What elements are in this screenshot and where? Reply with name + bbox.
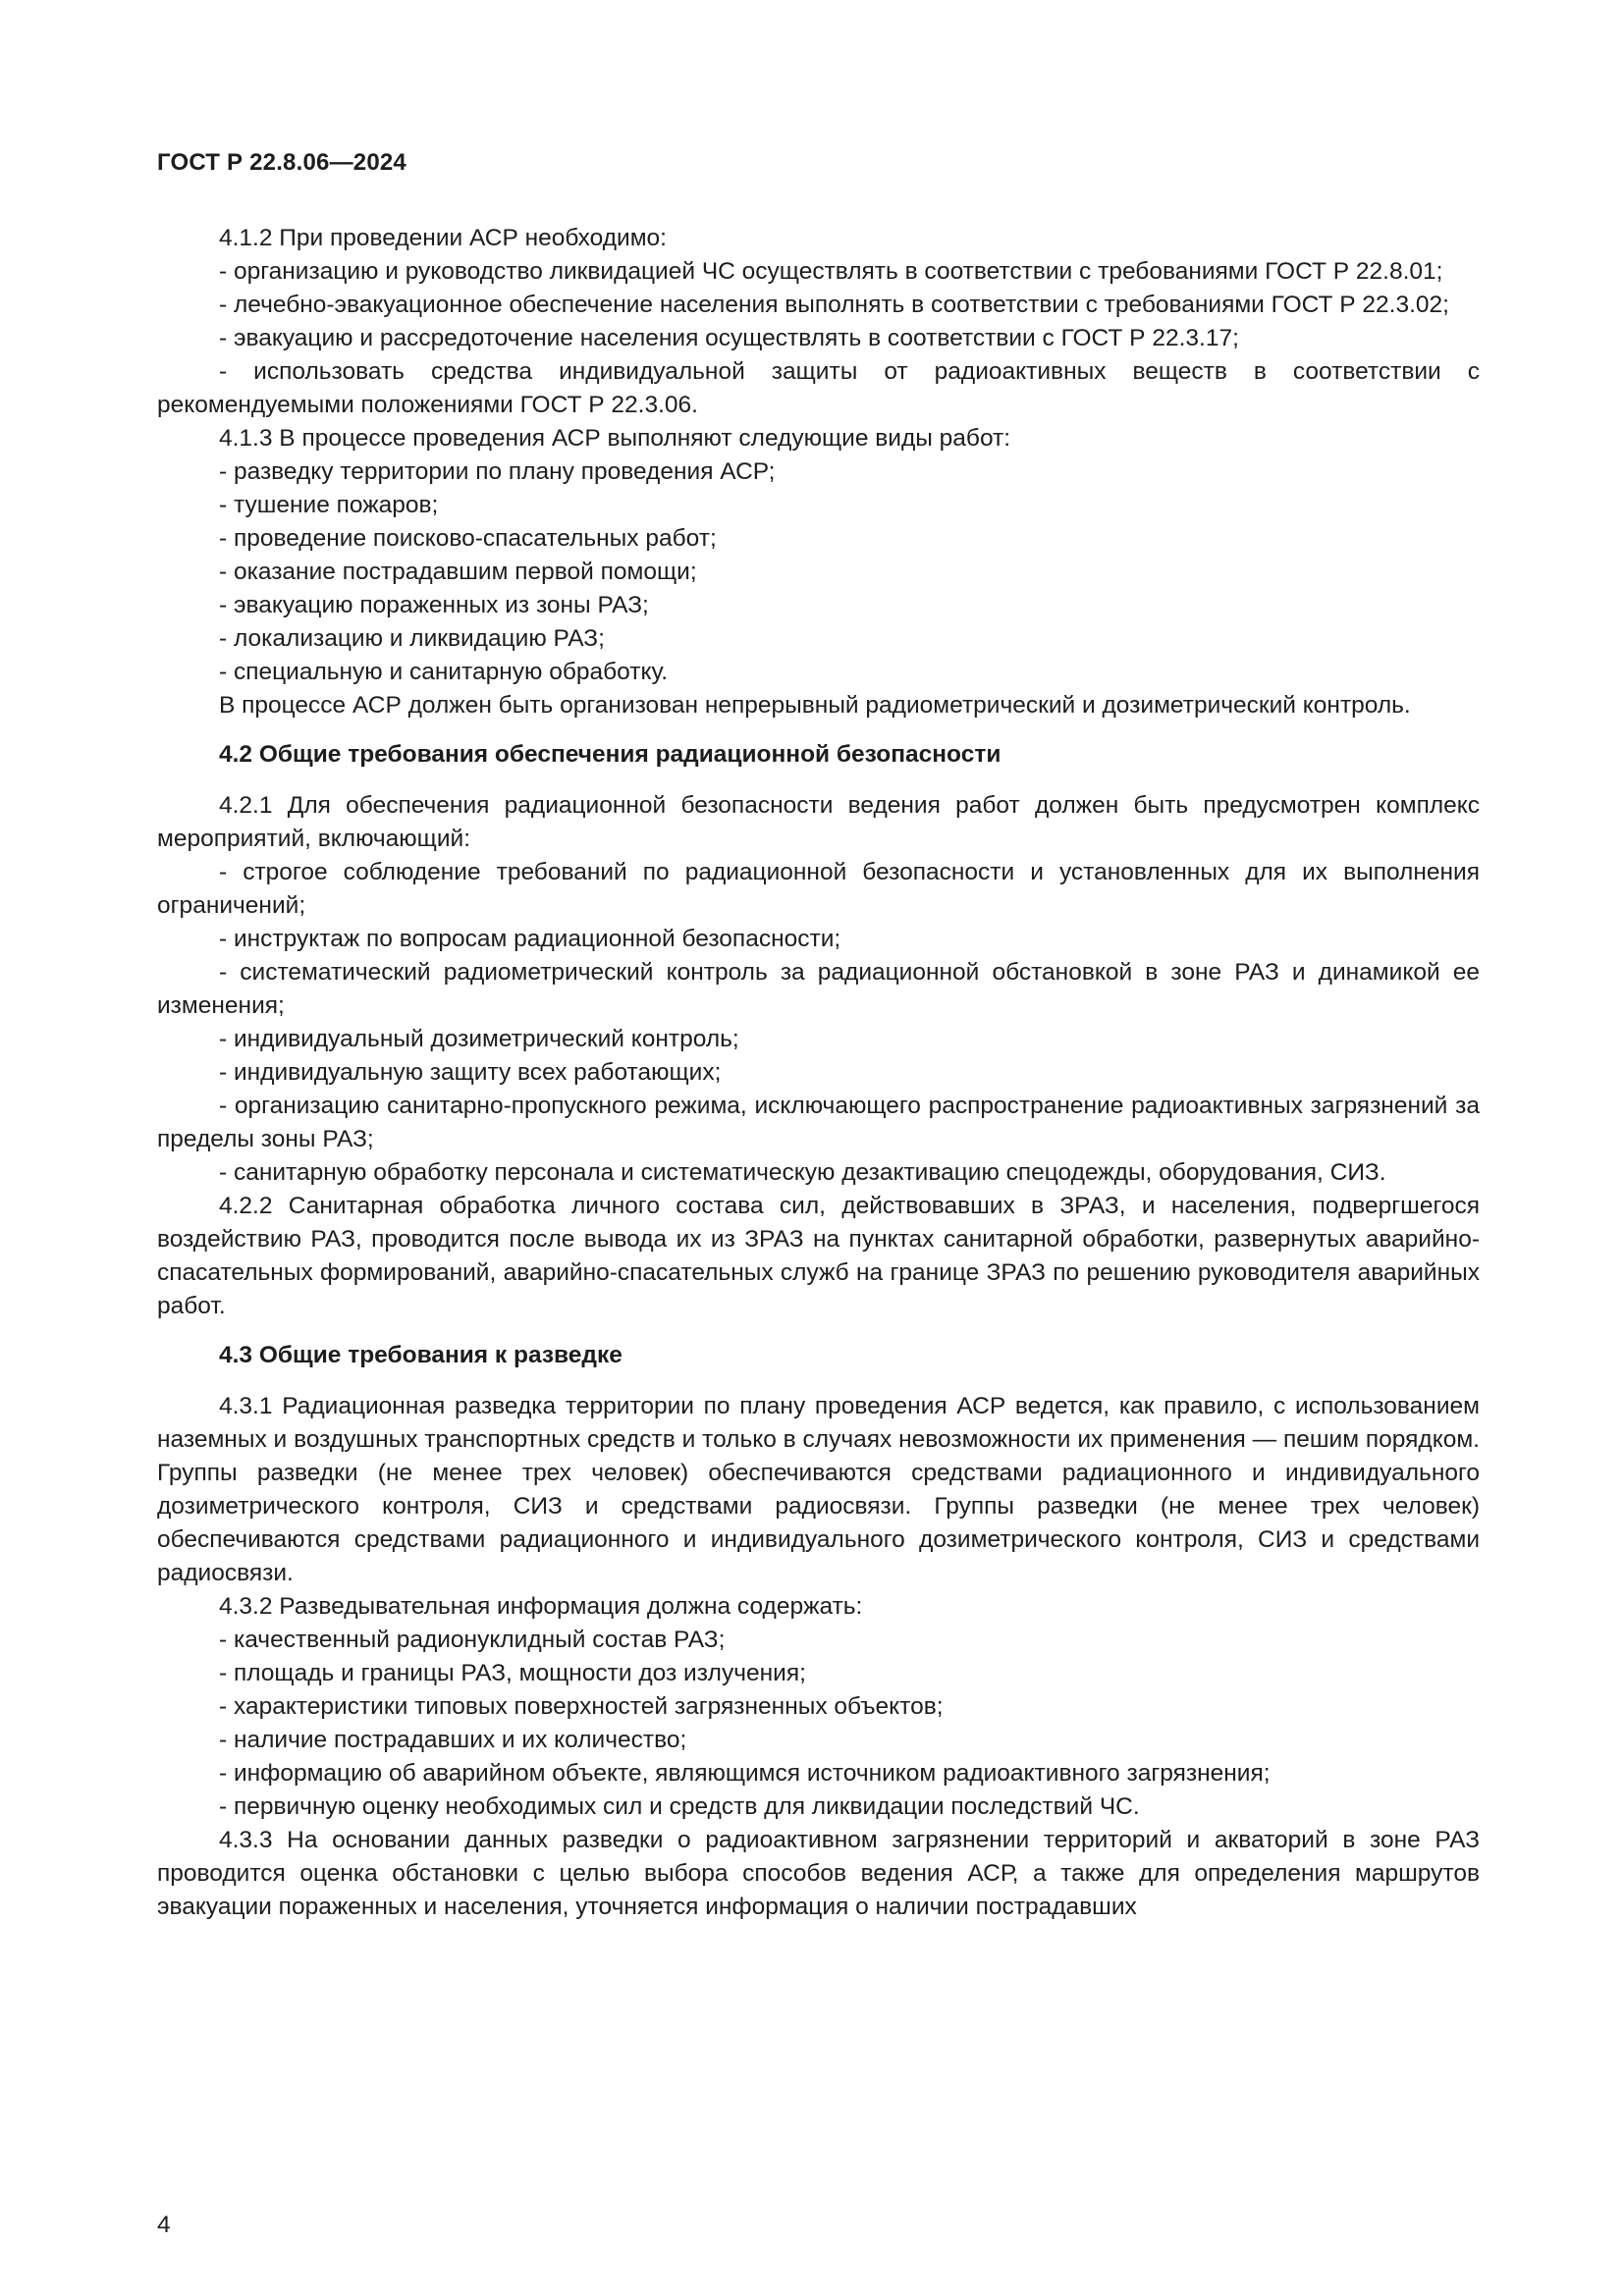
list-item: - санитарную обработку персонала и систематическую дезактивацию спецодежды, оборудования, СИЗ.: [219, 1159, 1386, 1186]
list-item: - тушение пожаров;: [219, 492, 439, 518]
list-item: - лечебно-эвакуационное обеспечение населения выполнять в соответствии с требованиями ГОСТ Р 22.3.02;: [219, 292, 1449, 318]
section-heading: 4.2 Общие требования обеспечения радиационной безопасности: [219, 741, 1001, 768]
paragraph: 4.2.1 Для обеспечения радиационной безопасности ведения работ должен быть предусмотрен комплекс мероприятий, включающий:: [157, 792, 1480, 852]
document-body: [157, 222, 1480, 1924]
list-item: - оказание пострадавшим первой помощи;: [219, 559, 697, 585]
paragraph: 4.3.2 Разведывательная информация должна содержать:: [219, 1593, 863, 1620]
section-heading: 4.3 Общие требования к разведке: [219, 1342, 623, 1368]
list-item: - площадь и границы РАЗ, мощности доз излучения;: [219, 1660, 806, 1686]
standard-header: ГОСТ Р 22.8.06—2024: [157, 149, 406, 176]
list-item: - систематический радиометрический контроль за радиационной обстановкой в зоне РАЗ и динамикой ее изменения;: [157, 959, 1480, 1019]
paragraph: 4.3.3 На основании данных разведки о радиоактивном загрязнении территорий и акваторий в зоне РАЗ проводится оценка обстановки с целью выбора способов ведения АСР, а также для определения маршрутов эвакуации пораженных и населения, уточняется информация о наличии пострадавших: [157, 1827, 1480, 1920]
list-item: - организацию и руководство ликвидацией ЧС осуществлять в соответствии с требованиями ГОСТ Р 22.8.01;: [219, 258, 1443, 285]
list-item: - наличие пострадавших и их количество;: [219, 1727, 687, 1753]
list-item: - индивидуальную защиту всех работающих;: [219, 1059, 722, 1086]
paragraph: В процессе АСР должен быть организован непрерывный радиометрический и дозиметрический контроль.: [219, 692, 1411, 719]
list-item: - строгое соблюдение требований по радиационной безопасности и установленных для их выполнения ограничений;: [157, 859, 1480, 919]
paragraph: 4.3.1 Радиационная разведка территории по плану проведения АСР ведется, как правило, с использованием наземных и воздушных транспортных средств и только в случаях невозможности их применения — пешим порядком. Группы разведки (не менее трех человек) обеспечиваются средствами радиационного и индивидуального дозиметрического контроля, СИЗ и средствами радиосвязи. Группы разведки (не менее трех человек) обеспечиваются средствами радиационного и индивидуального дозиметрического контроля, СИЗ и средствами радиосвязи.: [157, 1393, 1480, 1586]
paragraph: 4.2.2 Санитарная обработка личного состава сил, действовавших в ЗРАЗ, и населения, подвергшегося воздействию РАЗ, проводится после вывода их из ЗРАЗ на пунктах санитарной обработки, развернутых аварийно-спасательных формирований, аварийно-спасательных служб на границе ЗРАЗ по решению руководителя аварийных работ.: [157, 1193, 1480, 1319]
list-item: - индивидуальный дозиметрический контроль;: [219, 1026, 739, 1052]
list-item: - организацию санитарно-пропускного режима, исключающего распространение радиоактивных загрязнений за пределы зоны РАЗ;: [157, 1093, 1480, 1152]
list-item: - разведку территории по плану проведения АСР;: [219, 458, 776, 485]
list-item: - качественный радионуклидный состав РАЗ;: [219, 1627, 726, 1653]
paragraph: 4.1.2 При проведении АСР необходимо:: [219, 225, 667, 251]
list-item: - специальную и санитарную обработку.: [219, 659, 669, 685]
list-item: - использовать средства индивидуальной защиты от радиоактивных веществ в соответствии с рекомендуемыми положениями ГОСТ Р 22.3.06.: [157, 358, 1480, 418]
list-item: - информацию об аварийном объекте, являющимся источником радиоактивного загрязнения;: [219, 1760, 1271, 1787]
list-item: - характеристики типовых поверхностей загрязненных объектов;: [219, 1693, 944, 1720]
list-item: - инструктаж по вопросам радиационной безопасности;: [219, 926, 841, 952]
list-item: - первичную оценку необходимых сил и средств для ликвидации последствий ЧС.: [219, 1793, 1140, 1820]
list-item: - эвакуацию пораженных из зоны РАЗ;: [219, 592, 649, 618]
page-number: 4: [157, 2212, 171, 2238]
paragraph: 4.1.3 В процессе проведения АСР выполняют следующие виды работ:: [219, 425, 1011, 452]
list-item: - проведение поисково-спасательных работ;: [219, 525, 717, 552]
list-item: - локализацию и ликвидацию РАЗ;: [219, 625, 605, 652]
list-item: - эвакуацию и рассредоточение населения осуществлять в соответствии с ГОСТ Р 22.3.17;: [219, 325, 1239, 351]
